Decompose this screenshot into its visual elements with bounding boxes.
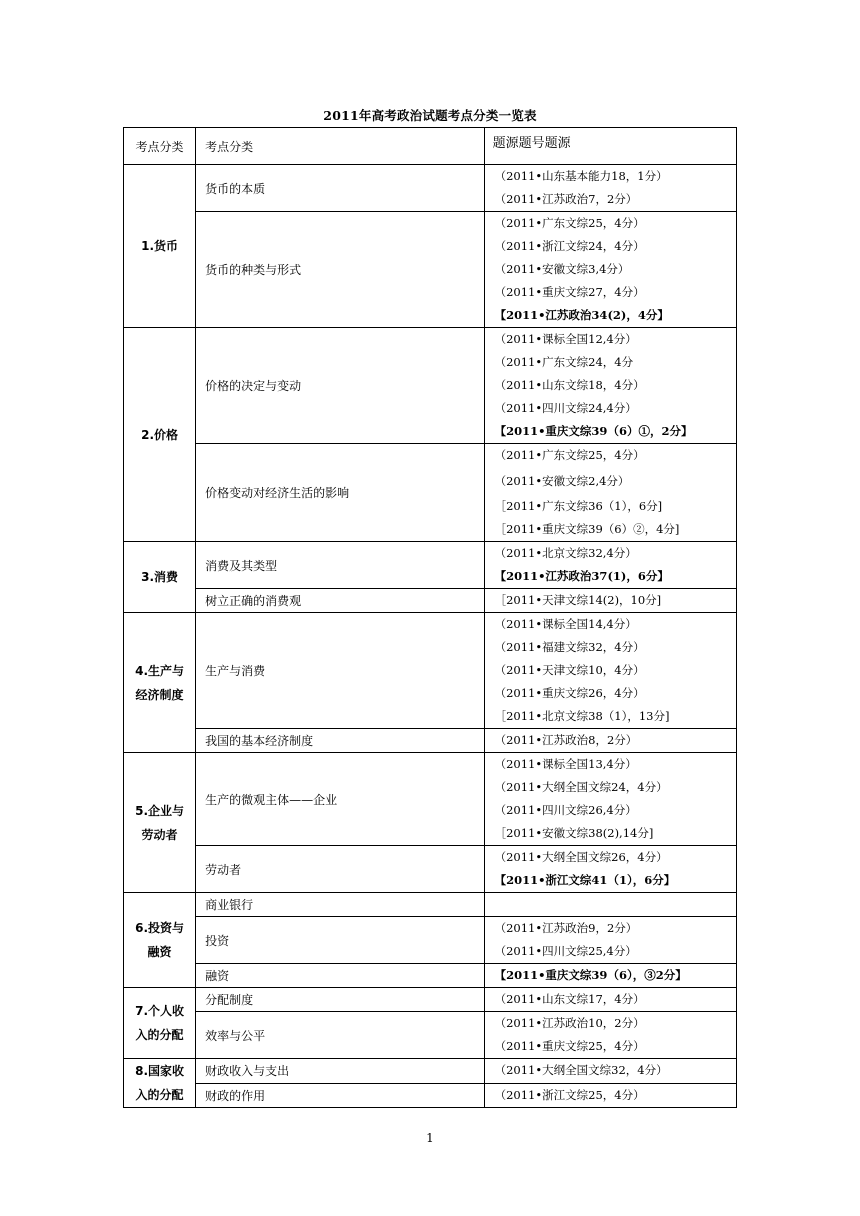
source-entry: （2011•山东文综18，4分）: [494, 378, 645, 392]
table-row: [124, 893, 737, 917]
source-entry: （2011•山东文综17，4分）: [494, 992, 645, 1006]
category-label: 入的分配: [135, 1088, 184, 1102]
topic-cell: 生产的微观主体——企业: [196, 753, 484, 846]
table-row: [124, 917, 737, 964]
source-entry: （2011•重庆文综25，4分）: [494, 1039, 645, 1053]
source-entry: （2011•课标全国14,4分）: [494, 617, 637, 631]
header-source: 题源题号题源: [484, 128, 736, 165]
source-entry: （2011•江苏政治7，2分）: [494, 192, 638, 206]
source-entry: （2011•广东文综25，4分）: [494, 448, 645, 462]
source-entry: （2011•江苏政治8，2分）: [494, 733, 638, 747]
source-entry: （2011•课标全国13,4分）: [494, 757, 637, 771]
category-cell: [124, 328, 196, 542]
category-label: 1.货币: [141, 239, 179, 253]
table-row: [124, 542, 737, 589]
source-cell: [484, 328, 736, 444]
source-entry: （2011•天津文综10，4分）: [494, 663, 645, 677]
source-entry: （2011•课标全国12,4分）: [494, 332, 637, 346]
topic-cell: 树立正确的消费观: [196, 589, 484, 613]
source-entry: （2011•广东文综25，4分）: [494, 216, 645, 230]
source-entry: （2011•江苏政治10，2分）: [494, 1016, 645, 1030]
source-entry: （2011•福建文综32，4分）: [494, 640, 645, 654]
topic-cell: 货币的种类与形式: [196, 212, 484, 328]
category-cell: [124, 542, 196, 613]
category-label: 3.消费: [141, 570, 179, 584]
topic-cell: 货币的本质: [196, 165, 484, 212]
source-entry: （2011•安徽文综3,4分）: [494, 262, 630, 276]
category-cell: [124, 613, 196, 753]
category-cell: [124, 753, 196, 893]
topic-cell: 分配制度: [196, 988, 484, 1012]
empty-source: [495, 893, 736, 916]
source-entry: （2011•四川文综26,4分）: [494, 803, 637, 817]
source-cell: [484, 1059, 736, 1084]
source-entry: （2011•北京文综32,4分）: [494, 546, 637, 560]
page-title: 2011年高考政治试题考点分类一览表: [323, 108, 537, 123]
table-row: [124, 328, 737, 444]
source-entry: （2011•四川文综25,4分）: [494, 944, 637, 958]
category-label: 入的分配: [135, 1028, 184, 1042]
source-entry: 【2011•江苏政治37(1)，6分】: [494, 569, 669, 583]
table-row: [124, 1059, 737, 1084]
source-entry: （2011•安徽文综2,4分）: [494, 474, 630, 488]
source-entry: （2011•浙江文综25，4分）: [494, 1087, 645, 1102]
category-label: 8.国家收: [135, 1064, 185, 1078]
source-entry: ［2011•重庆文综39（6）②，4分]: [494, 522, 680, 536]
topic-cell: 融资: [196, 964, 484, 988]
table-row: [124, 444, 737, 542]
source-cell: [484, 1012, 736, 1059]
source-cell: [484, 964, 736, 988]
source-entry: （2011•浙江文综24，4分）: [494, 239, 645, 253]
topic-cell: 财政的作用: [196, 1083, 484, 1108]
category-label: 2.价格: [141, 427, 179, 442]
source-entry: （2011•重庆文综26，4分）: [494, 686, 645, 700]
source-entry: （2011•广东文综24，4分: [494, 355, 634, 369]
source-entry: （2011•重庆文综27，4分）: [494, 285, 645, 299]
topic-cell: 我国的基本经济制度: [196, 729, 484, 753]
category-label: 劳动者: [141, 827, 178, 842]
topic-cell: 财政收入与支出: [196, 1059, 484, 1084]
source-entry: （2011•大纲全国文综26，4分）: [494, 850, 668, 864]
table-row: [124, 1083, 737, 1108]
source-entry: 【2011•浙江文综41（1），6分】: [494, 873, 676, 887]
topic-cell: 生产与消费: [196, 613, 484, 729]
source-cell: [484, 893, 736, 917]
category-label: 7.个人收: [135, 1004, 185, 1018]
category-label: 融资: [147, 945, 172, 959]
table-row: [124, 1012, 737, 1059]
table-row: [124, 964, 737, 988]
table-row: [124, 753, 737, 846]
table-row: [124, 846, 737, 893]
source-entry: 【2011•重庆文综39（6）①，2分】: [494, 424, 693, 438]
category-cell: [124, 165, 196, 328]
source-entry: 【2011•重庆文综39（6），③2分】: [494, 968, 687, 982]
table-row: [124, 165, 737, 212]
topic-cell: 效率与公平: [196, 1012, 484, 1059]
category-label: 4.生产与: [135, 663, 185, 678]
topic-cell: 消费及其类型: [196, 542, 484, 589]
source-entry: （2011•山东基本能力18，1分）: [494, 169, 668, 183]
topic-cell: 劳动者: [196, 846, 484, 893]
topic-cell: 价格变动对经济生活的影响: [196, 444, 484, 542]
page-number: 1: [426, 1131, 434, 1145]
table-row: [124, 589, 737, 613]
category-cell: [124, 1059, 196, 1108]
table-row: [124, 212, 737, 328]
source-cell: [484, 444, 736, 542]
source-cell: [484, 212, 736, 328]
source-entry: 【2011•江苏政治34(2)，4分】: [494, 308, 669, 322]
source-entry: （2011•四川文综24,4分）: [494, 401, 637, 415]
category-label: 5.企业与: [135, 803, 185, 818]
source-entry: ［2011•安徽文综38(2),14分]: [494, 826, 654, 840]
source-cell: [484, 1083, 736, 1108]
header-category: 考点分类: [124, 128, 196, 165]
category-label: 经济制度: [135, 687, 184, 702]
source-entry: ［2011•天津文综14(2)，10分]: [494, 593, 662, 607]
source-cell: [484, 846, 736, 893]
topic-cell: 商业银行: [196, 893, 484, 917]
source-entry: （2011•大纲全国文综24，4分）: [494, 780, 668, 794]
source-cell: [484, 729, 736, 753]
category-label: 6.投资与: [135, 921, 185, 935]
source-cell: [484, 613, 736, 729]
table-row: [124, 988, 737, 1012]
category-cell: [124, 988, 196, 1059]
source-cell: [484, 917, 736, 964]
source-cell: [484, 589, 736, 613]
topic-cell: 价格的决定与变动: [196, 328, 484, 444]
exam-topic-table: [123, 127, 737, 1108]
table-header-row: [124, 128, 737, 165]
header-topic: 考点分类: [196, 128, 484, 165]
source-cell: [484, 165, 736, 212]
table-row: [124, 613, 737, 729]
source-entry: （2011•江苏政治9，2分）: [494, 921, 638, 935]
topic-cell: 投资: [196, 917, 484, 964]
source-entry: ［2011•北京文综38（1），13分]: [494, 709, 670, 723]
source-entry: ［2011•广东文综36（1），6分]: [494, 499, 663, 513]
source-cell: [484, 753, 736, 846]
table-row: [124, 729, 737, 753]
source-cell: [484, 542, 736, 589]
category-cell: [124, 893, 196, 988]
source-cell: [484, 988, 736, 1012]
source-entry: （2011•大纲全国文综32，4分）: [494, 1063, 668, 1078]
